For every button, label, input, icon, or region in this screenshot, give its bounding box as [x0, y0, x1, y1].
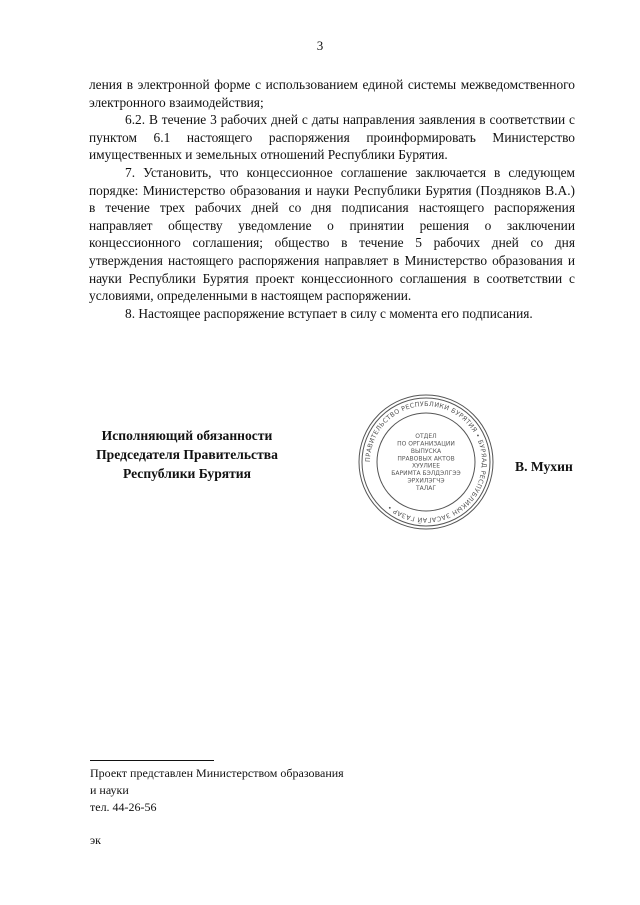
paragraph-6-2: 6.2. В течение 3 рабочих дней с даты направления заявления в соответствии с пунктом 6.1 настоящего распоряжения проинформировать Министерство имущественных и земельных отношений Республики Бурятия. — [89, 112, 575, 163]
official-seal-stamp — [356, 392, 496, 532]
footnote — [90, 765, 344, 816]
seal-center-line: ЭРХИЛЭГЧЭ — [407, 477, 445, 485]
footnote-line: и науки — [90, 783, 129, 797]
page-number: 3 — [316, 38, 324, 53]
signer-position — [80, 426, 294, 483]
footnote-line: Проект представлен Министерством образования — [90, 766, 344, 780]
svg-text:ПРАВИТЕЛЬСТВО РЕСПУБЛИКИ БУРЯТ: ПРАВИТЕЛЬСТВО РЕСПУБЛИКИ БУРЯТИЯ • БУРЯАД РЕСПУБЛИКЫН ЗАСАГАЙ ГАЗАР • — [363, 399, 489, 525]
seal-center-line: ПО ОРГАНИЗАЦИИ — [397, 440, 455, 448]
body-text — [89, 76, 575, 322]
executor-code: эк — [90, 833, 101, 847]
footnote-phone: тел. 44-26-56 — [90, 800, 157, 814]
paragraph-8: 8. Настоящее распоряжение вступает в силу с момента его подписания. — [125, 305, 533, 321]
signer-position-line: Исполняющий обязанности — [101, 428, 273, 443]
seal-center-line: ХУУЛИЕЕ — [411, 462, 441, 470]
footnote-divider — [90, 760, 214, 761]
paragraph-continuation: ления в электронной форме с использованием единой системы межведомственного электронного взаимодействия; — [89, 77, 575, 110]
seal-center-line: ОТДЕЛ — [415, 433, 437, 441]
seal-center-line: БАРИМТА БЭЛДЭЛГЭЭ — [391, 470, 461, 478]
seal-center-line: ТАЛАГ — [415, 484, 437, 492]
paragraph-7: 7. Установить, что концессионное соглашение заключается в следующем порядке: Министерство образования и науки Республики Бурятия (Поздняков В.А.) в течение трех рабочих дней со дня подписания настоящего распоряжения направляет обществу уведомление о принятии решения о заключении концессионного соглашения; общество в течение 5 рабочих дней со дня утверждения настоящего распоряжения направляет в Министерство образования и науки Республики Бурятия проект концессионного соглашения в соответствии с условиями, определенными в настоящем распоряжении. — [89, 164, 575, 304]
signer-position-line: Председателя Правительства — [96, 447, 278, 462]
seal-center-line: ПРАВОВЫХ АКТОВ — [397, 455, 455, 463]
seal-center-line: ВЫПУСКА — [410, 447, 442, 455]
signer-position-line: Республики Бурятия — [122, 466, 251, 481]
signer-name: В. Мухин — [515, 459, 573, 474]
